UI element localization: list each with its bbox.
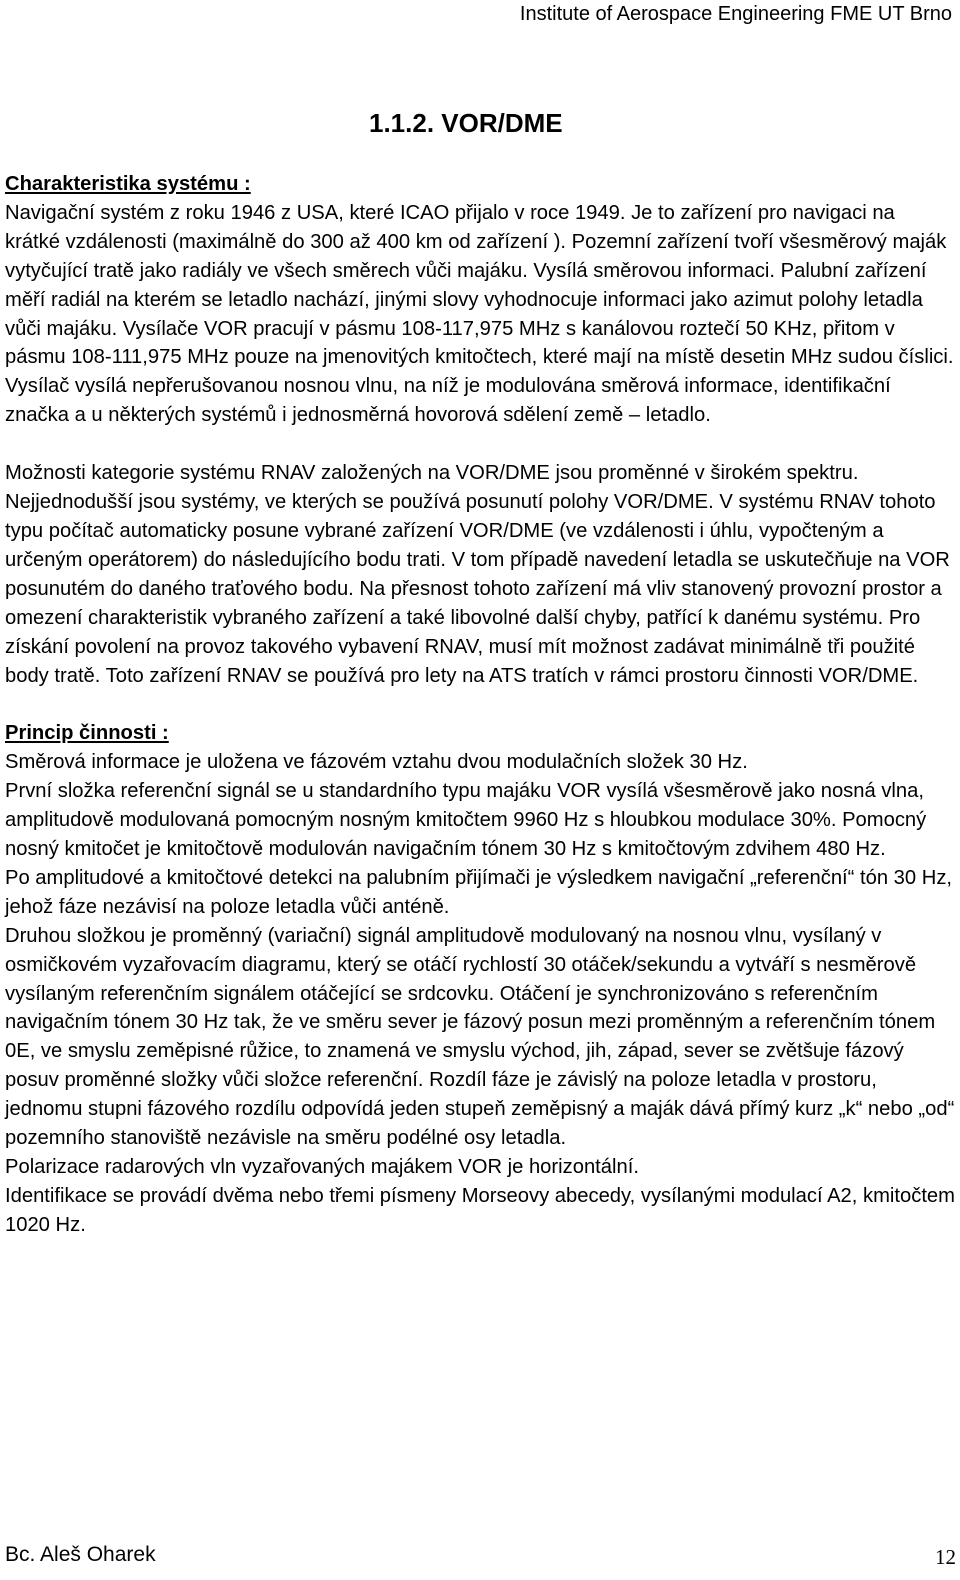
principle-paragraph-4: Druhou složkou je proměnný (variační) signál amplitudově modulovaný na nosnou vlnu, vysílaný v osmičkovém vyzařovacím diagramu, který se otáčí rychlostí 30 otáček/sekundu a vytváří s nesměrově vysílaným referenčním signálem otáčející se srdcovku. Otáčení je synchronizováno s referenčním navigačním tónem 30 Hz tak, že ve směru sever je fázový posun mezi proměnným a referenčním tónem 0E, ve smyslu zeměpisné růžice, to znamená ve smyslu východ, jih, západ, sever se zvětšuje fázový posuv proměnné složky vůči složce referenční. Rozdíl fáze je závislý na poloze letadla v prostoru, jednomu stupni fázového rozdílu odpovídá jeden stupeň zeměpisný a maják dává přímý kurz „k“ nebo „od“ pozemního stanoviště nezávisle na směru podélné osy letadla. <box>5 924 955 1150</box>
principle-paragraph-2: První složka referenční signál se u standardního typu majáku VOR vysílá všesměrově jako nosná vlna, amplitudově modulovaná pomocným nosným kmitočtem 9960 Hz s hloubkou modulace 30%. Pomocný nosný kmitočet je kmitočtově modulován navigačním tónem 30 Hz s kmitočtovým zdvihem 480 Hz. <box>5 780 927 861</box>
paragraph-spacer <box>5 430 955 459</box>
principle-paragraph-6: Identifikace se provádí dvěma nebo třemi písmeny Morseovy abecedy, vysílanými modulací A2, kmitočtem 1020 Hz. <box>5 1184 955 1236</box>
principle-paragraph-3: Po amplitudové a kmitočtové detekci na palubním přijímači je výsledkem navigační „referenční“ tón 30 Hz, jehož fáze nezávisí na poloze letadla vůči anténě. <box>5 866 953 918</box>
institute-header: Institute of Aerospace Engineering FME UT Brno <box>519 3 952 25</box>
section-title: 1.1.2. VOR/DME <box>369 108 563 138</box>
principle-paragraph-1: Směrová informace je uložena ve fázovém vztahu dvou modulačních složek 30 Hz. <box>5 751 748 774</box>
principle-heading: Princip činnosti : <box>5 722 169 745</box>
page-number: 12 <box>935 1545 956 1569</box>
rnav-paragraph: Možnosti kategorie systému RNAV založených na VOR/DME jsou proměnné v širokém spektru. Nejjednodušší jsou systémy, ve kterých se používá posunutí polohy VOR/DME. V systému RNAV tohoto typu počítač automaticky posune vybrané zařízení VOR/DME (ve vzdálenosti i úhlu, vypočteným a určeným operátorem) do následujícího bodu trati. V tom případě navedení letadla se uskutečňuje na VOR posunutém do daného traťového bodu. Na přesnost tohoto zařízení má vliv stanovený provozní prostor a omezení charakteristik vybraného zařízení a také libovolné další chyby, patřící k danému systému. Pro získání povolení na provoz takového vybavení RNAV, musí mít možnost zadávat minimálně tři použité body tratě. Toto zařízení RNAV se používá pro lety na ATS tratích v rámci prostoru činnosti VOR/DME. <box>5 462 950 687</box>
document-body <box>5 170 955 1240</box>
principle-paragraph-5: Polarizace radarových vln vyzařovaných majákem VOR je horizontální. <box>5 1156 639 1178</box>
characteristics-heading: Charakteristika systému : <box>5 173 251 195</box>
paragraph-spacer <box>5 690 955 719</box>
characteristics-paragraph: Navigační systém z roku 1946 z USA, které ICAO přijalo v roce 1949. Je to zařízení pro navigaci na krátké vzdálenosti (maximálně do 300 až 400 km od zařízení ). Pozemní zařízení tvoří všesměrový maják vytyčující tratě jako radiály ve všech směrech vůči majáku. Vysílá směrovou informaci. Palubní zařízení měří radiál na kterém se letadlo nachází, jinými slovy vyhodnocuje informaci jako azimut polohy letadla vůči majáku. Vysílače VOR pracují v pásmu 108-117,975 MHz s kanálovou roztečí 50 KHz, přitom v pásmu 108-111,975 MHz pouze na jmenovitých kmitočtech, které mají na místě desetin MHz sudou číslici. Vysílač vysílá nepřerušovanou nosnou vlnu, na níž je modulována směrová informace, identifikační značka a u některých systémů i jednosměrná hovorová sdělení země – letadlo. <box>5 201 954 427</box>
author-name: Bc. Aleš Oharek <box>5 1543 156 1566</box>
